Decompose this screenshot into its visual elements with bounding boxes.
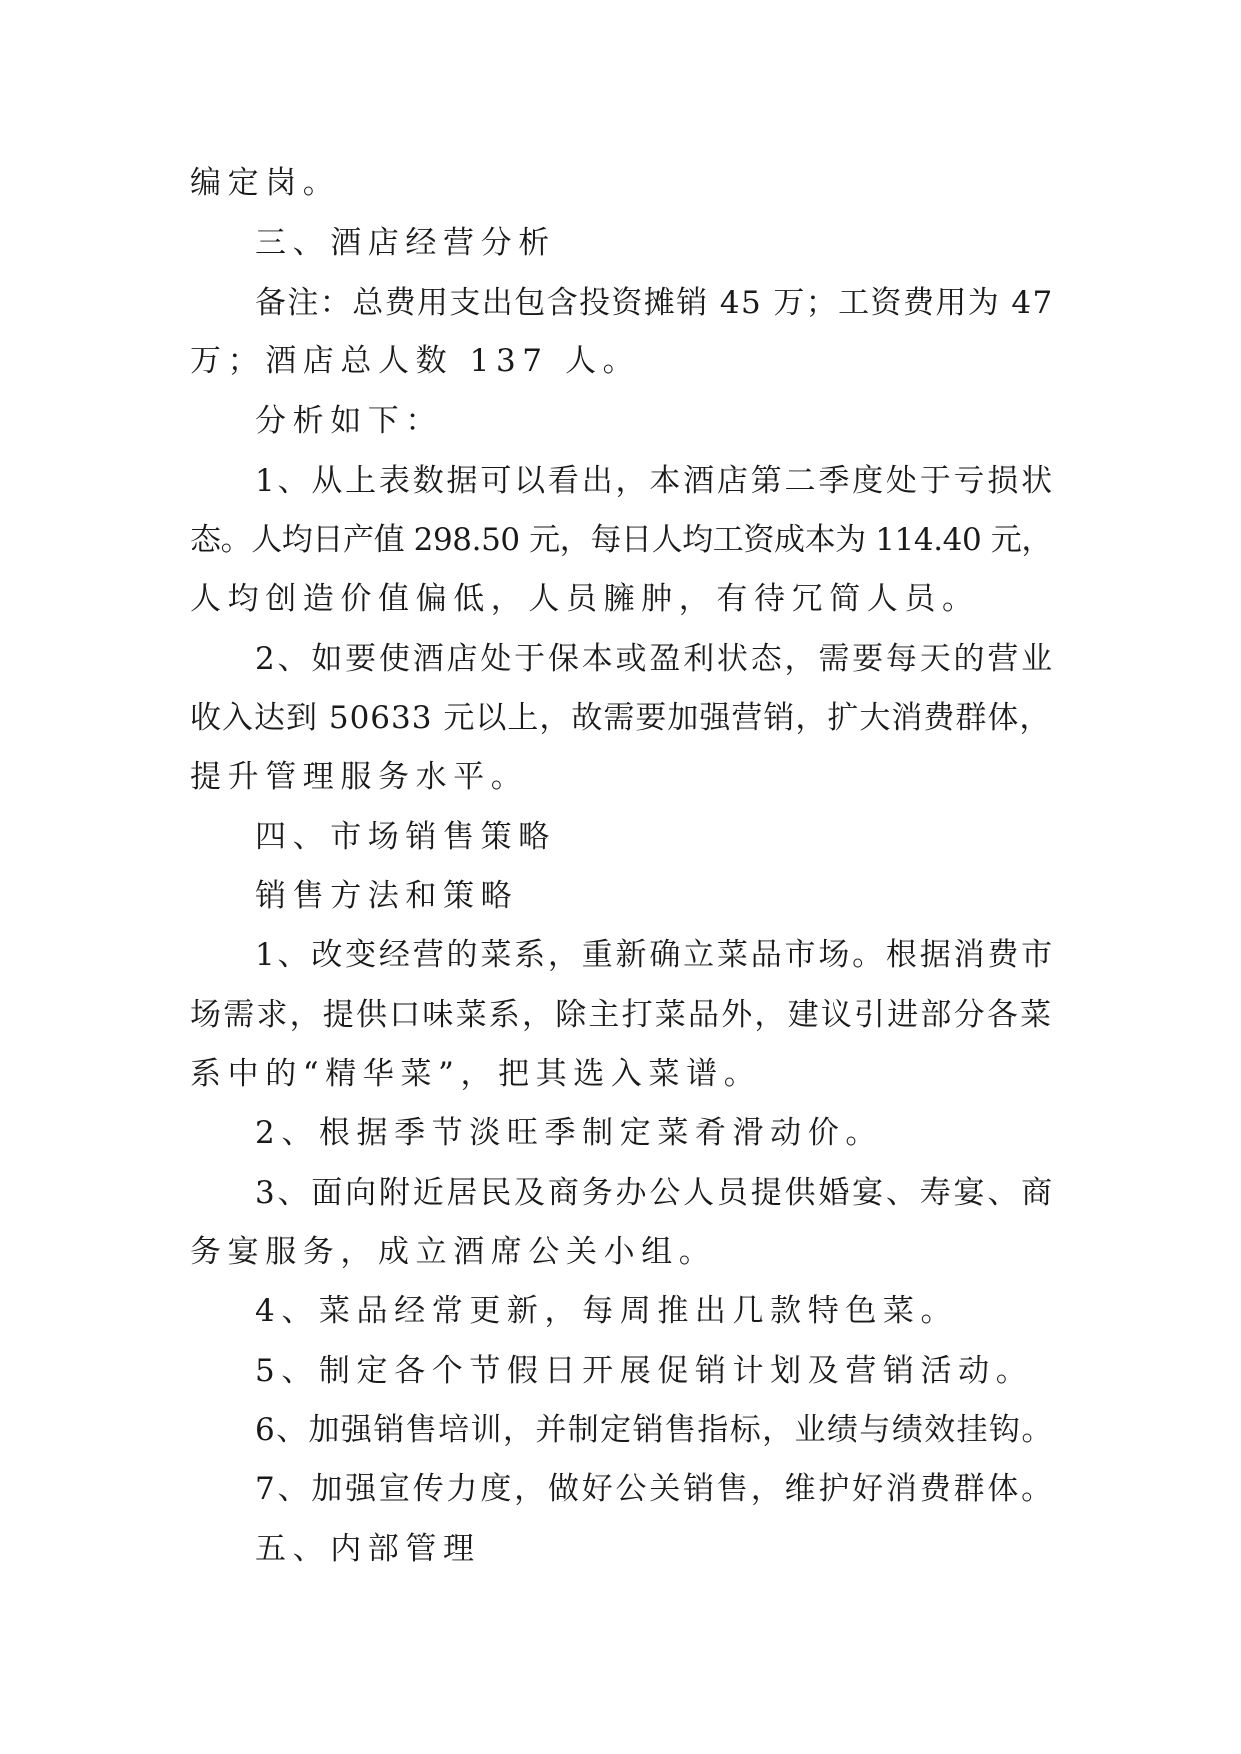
body-text-line: 态。人均日产值 298.50 元，每日人均工资成本为 114.40 元， (190, 522, 1052, 558)
subsection-heading: 销售方法和策略 (255, 878, 519, 914)
body-text-line: 务宴服务，成立酒席公关小组。 (190, 1234, 717, 1270)
body-text-line: 场需求，提供口味菜系，除主打菜品外，建议引进部分各菜 (190, 997, 1054, 1033)
note-line: 万；酒店总人数 137 人。 (190, 343, 641, 379)
body-text-line: 3、面向附近居民及商务办公人员提供婚宴、寿宴、商 (255, 1175, 1055, 1211)
body-text-line: 1、改变经营的菜系，重新确立菜品市场。根据消费市 (255, 937, 1055, 973)
section-heading: 四、市场销售策略 (255, 819, 556, 855)
body-text-line: 6、加强销售培训，并制定销售指标，业绩与绩效挂钩。 (255, 1412, 1054, 1448)
body-text-line: 编定岗。 (190, 165, 341, 201)
section-heading: 三、酒店经营分析 (255, 225, 556, 261)
body-text-line: 收入达到 50633 元以上，故需要加强营销，扩大消费群体， (190, 700, 1052, 736)
body-text-line: 7、加强宣传力度，做好公关销售，维护好消费群体。 (255, 1471, 1055, 1507)
body-text-line: 人均创造价值偏低，人员臃肿，有待冗简人员。 (190, 581, 980, 617)
analysis-heading: 分析如下： (255, 403, 443, 439)
body-text-line: 4、菜品经常更新，每周推出几款特色菜。 (255, 1293, 959, 1329)
body-text-line: 5、制定各个节假日开展促销计划及营销活动。 (255, 1353, 1034, 1389)
note-line: 备注：总费用支出包含投资摊销 45 万；工资费用为 47 (255, 285, 1054, 321)
body-text-line: 1、从上表数据可以看出，本酒店第二季度处于亏损状 (255, 463, 1055, 499)
body-text-line: 2、根据季节淡旺季制定菜肴滑动价。 (255, 1115, 883, 1151)
section-heading: 五、内部管理 (255, 1531, 481, 1567)
body-text-line: 系中的“精华菜”，把其选入菜谱。 (190, 1056, 762, 1092)
body-text-line: 2、如要使酒店处于保本或盈利状态，需要每天的营业 (255, 641, 1055, 677)
body-text-line: 提升管理服务水平。 (190, 759, 529, 795)
